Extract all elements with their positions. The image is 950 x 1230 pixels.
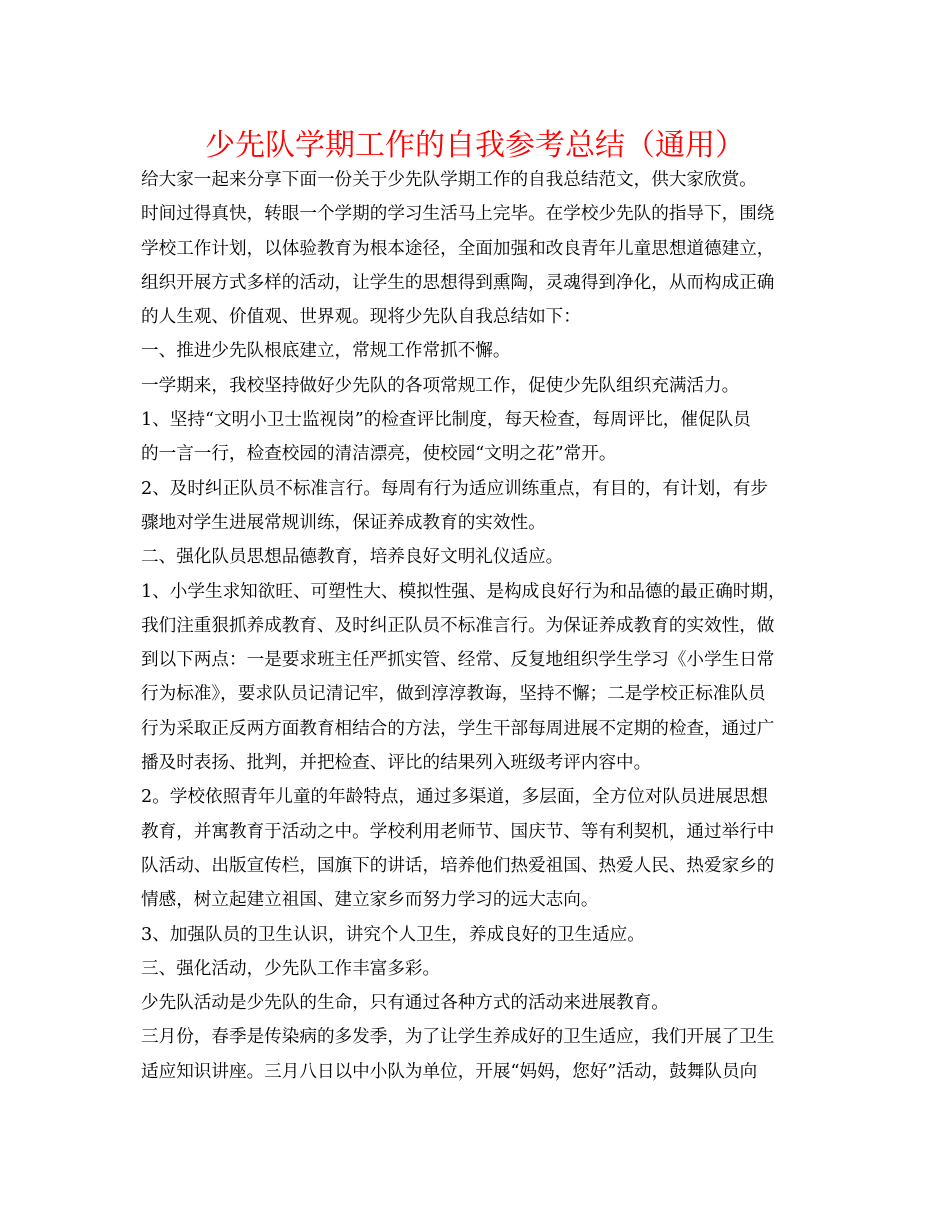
- paragraph-line: 的人生观、价值观、世界观。现将少先队自我总结如下：: [141, 307, 581, 328]
- paragraph-line: 适应知识讲座。三月八日以中小队为单位，开展“妈妈，您好”活动，鼓舞队员向: [141, 1061, 758, 1082]
- section-heading: 三、强化活动，少先队工作丰富多彩。: [141, 958, 441, 979]
- paragraph-line: 行为标准》，要求队员记清记牢，做到淳淳教诲，坚持不懈；二是学校正标准队员: [141, 684, 766, 705]
- paragraph-line: 2。学校依照青年儿童的年龄特点，通过多渠道，多层面，全方位对队员进展思想: [141, 787, 768, 808]
- paragraph-line: 少先队活动是少先队的生命，只有通过各种方式的活动来进展教育。: [141, 993, 669, 1014]
- paragraph-line: 组织开展方式多样的活动，让学生的思想得到熏陶，灵魂得到净化，从而构成正确: [141, 272, 775, 293]
- paragraph-line: 三月份，春季是传染病的多发季，为了让学生养成好的卫生适应，我们开展了卫生: [141, 1027, 775, 1048]
- paragraph-line: 给大家一起来分享下面一份关于少先队学期工作的自我总结范文，供大家欣赏。: [141, 170, 757, 190]
- paragraph-line: 时间过得真快，转眼一个学期的学习生活马上完毕。在学校少先队的指导下，围绕: [141, 204, 775, 225]
- paragraph-line: 行为采取正反两方面教育相结合的方法，学生干部每周进展不定期的检查，通过广: [141, 718, 775, 739]
- paragraph-line: 我们注重狠抓养成教育、及时纠正队员不标准言行。为保证养成教育的实效性，做: [141, 615, 775, 636]
- paragraph-line: 2、及时纠正队员不标准言行。每周有行为适应训练重点，有目的，有计划，有步: [141, 478, 768, 499]
- paragraph-line: 1、坚持“文明小卫士监视岗”的检查评比制度，每天检查，每周评比，催促队员: [141, 410, 751, 431]
- paragraph-line: 情感，树立起建立祖国、建立家乡而努力学习的远大志向。: [141, 890, 599, 911]
- document-body: [141, 163, 821, 1089]
- paragraph-line: 播及时表扬、批判，并把检查、评比的结果列入班级考评内容中。: [141, 753, 652, 774]
- paragraph-line: 教育，并寓教育于活动之中。学校利用老师节、国庆节、等有利契机，通过举行中: [141, 821, 775, 842]
- section-heading: 一、推进少先队根底建立，常规工作常抓不懈。: [141, 341, 511, 362]
- paragraph-line: 的一言一行，检查校园的清洁漂亮，使校园“文明之花”常开。: [141, 444, 617, 465]
- paragraph-line: 骤地对学生进展常规训练，保证养成教育的实效性。: [141, 512, 546, 533]
- paragraph-line: 一学期来，我校坚持做好少先队的各项常规工作，促使少先队组织充满活力。: [141, 375, 740, 396]
- paragraph-line: 1、小学生求知欲旺、可塑性大、模拟性强、是构成良好行为和品德的最正确时期，: [141, 581, 786, 602]
- paragraph-line: 学校工作计划，以体验教育为根本途径，全面加强和改良青年儿童思想道德建立，: [141, 238, 775, 259]
- paragraph-line: 3、加强队员的卫生认识，讲究个人卫生，养成良好的卫生适应。: [141, 924, 645, 945]
- document-title: 少先队学期工作的自我参考总结（通用）: [205, 128, 745, 163]
- paragraph-line: 到以下两点：一是要求班主任严抓实管、经常、反复地组织学生学习《小学生日常: [141, 650, 775, 671]
- section-heading: 二、强化队员思想品德教育，培养良好文明礼仪适应。: [141, 547, 564, 568]
- paragraph-line: 队活动、出版宣传栏，国旗下的讲话，培养他们热爱祖国、热爱人民、热爱家乡的: [141, 855, 775, 876]
